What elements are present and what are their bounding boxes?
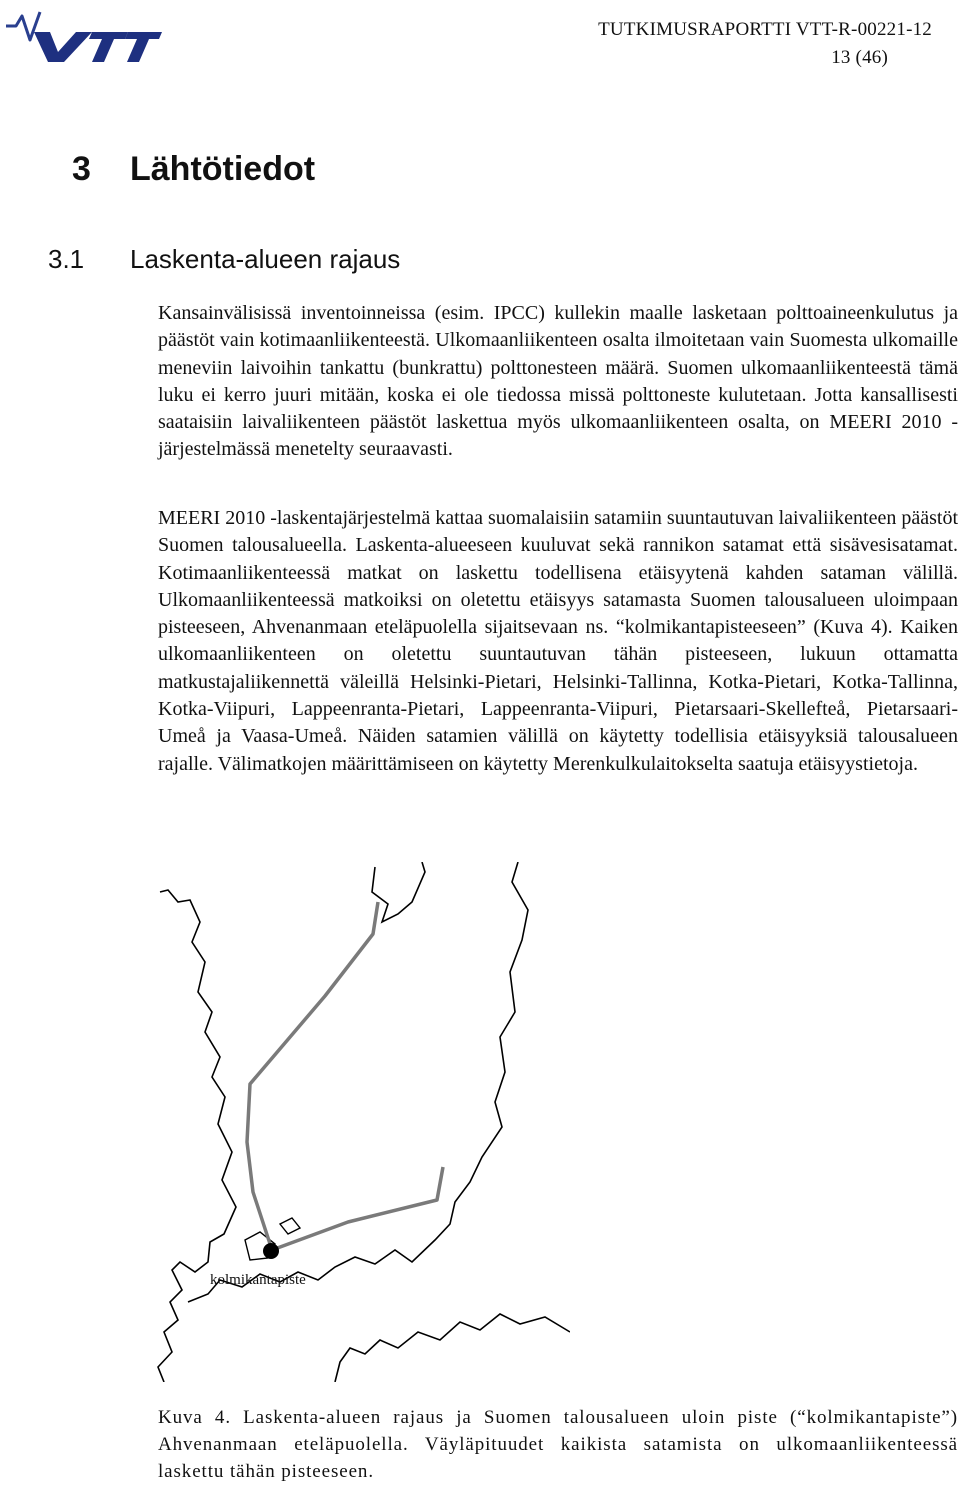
finland-coast xyxy=(188,862,528,1302)
section-number: 3 xyxy=(72,150,91,188)
figure-caption xyxy=(158,1404,958,1485)
vtt-logo xyxy=(4,4,164,64)
report-id: TUTKIMUSRAPORTTI VTT-R-00221-12 xyxy=(598,19,932,40)
tripoint-marker xyxy=(263,1243,279,1259)
estonia-coast xyxy=(335,1314,570,1382)
tripoint-label: kolmikantapiste xyxy=(210,1272,306,1288)
paragraph-text: Kansainvälisissä inventoinneissa (esim. IPCC) kullekin maalle lasketaan polttoaineenkulutus ja päästöt vain kotimaanliikenteestä. Ulkomaanliikenteen osalta ilmoitetaan vain Suomesta ulkomaille meneviin laivoihin tankattu (bunkrattu) polttonesteen määrä. Suomen ulkomaanliikenteestä tämä luku ei kerro juuri mitään, koska ei ole tiedossa missä polttoneste kulutetaan. Jotta kansallisesti saataisiin laivaliikenteen päästöt laskettua myös ulkomaanliikenteen osalta, on MEERI 2010 -järjestelmässä menetelty seuraavasti. xyxy=(158,302,958,461)
report-header xyxy=(598,16,932,72)
economic-zone-boundary xyxy=(247,902,443,1250)
subsection-number: 3.1 xyxy=(48,244,85,274)
caption-text: Kuva 4. Laskenta-alueen rajaus ja Suomen talousalueen uloin piste (“kolmikantapiste”) Ahvenanmaan eteläpuolella. Väyläpituudet kaikista satamista on ulkomaanliikenteessä laskettu tähän pisteeseen. xyxy=(158,1407,958,1482)
finland-west-coast xyxy=(372,862,425,922)
sweden-coast xyxy=(158,890,236,1382)
section-heading xyxy=(72,150,315,189)
paragraph-1 xyxy=(158,300,958,464)
page-number: 13 (46) xyxy=(831,47,888,68)
paragraph-2 xyxy=(158,505,958,778)
subsection-title: Laskenta-alueen rajaus xyxy=(130,244,401,274)
section-title: Lähtötiedot xyxy=(130,150,316,188)
calculation-area-map xyxy=(150,862,570,1382)
subsection-heading xyxy=(48,244,400,275)
paragraph-text: MEERI 2010 -laskentajärjestelmä kattaa suomalaisiin satamiin suuntautuvan laivaliikenteen päästöt Suomen talousalueella. Laskenta-alueeseen kuuluvat sekä rannikon satamat että sisävesisatamat. Kotimaanliikenteessä matkat on laskettu todellisena etäisyytenä kahden sataman välillä. Ulkomaanliikenteessä matkoiksi on oletettu etäisyys satamasta Suomen talousalueen uloimpaan pisteeseen, Ahvenanmaan eteläpuolella sijaitsevaan ns. “kolmikantapisteeseen” (Kuva 4). Kaiken ulkomaanliikenteen on oletettu suuntautuvan tähän pisteeseen, lukuun ottamatta matkustajaliikennettä väleillä Helsinki-Pietari, Helsinki-Tallinna, Kotka-Pietari, Kotka-Tallinna, Kotka-Viipuri, Lappeenranta-Pietari, Lappeenranta-Viipuri, Pietarsaari-Skellefteå, Pietarsaari-Umeå ja Vaasa-Umeå. Näiden satamien välillä on käytetty todellisia etäisyyksiä talousalueen rajalle. Välimatkojen määrittämiseen on käytetty Merenkulkulaitokselta saatuja etäisyystietoja. xyxy=(158,507,958,775)
